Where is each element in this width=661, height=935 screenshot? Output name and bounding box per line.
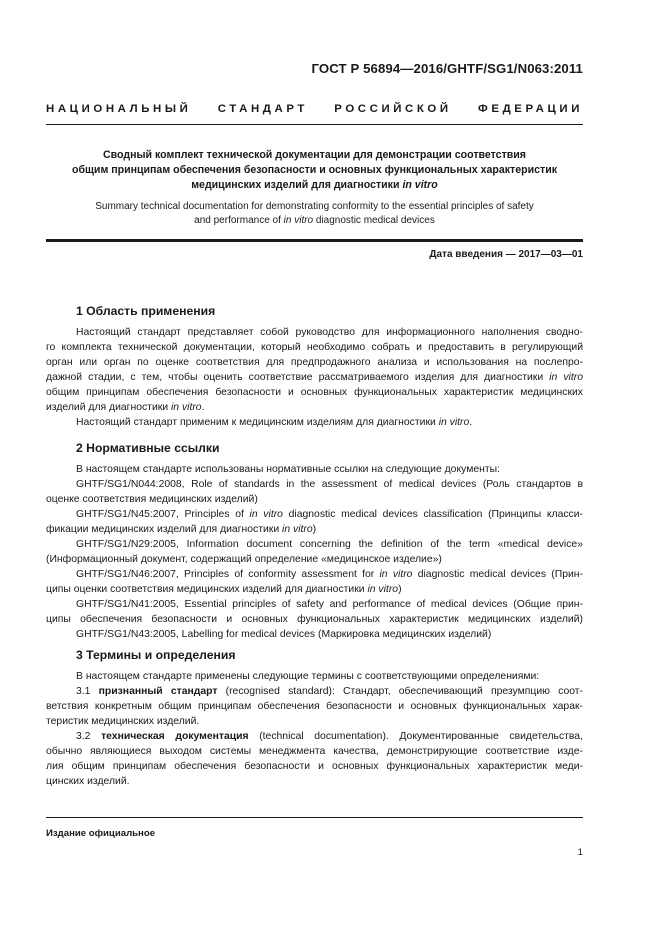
term-line [76,729,583,744]
reference-text: diagnostic medical devices (Прин- [412,569,583,580]
introduction-date: Дата введения — 2017—03—01 [429,249,583,260]
reference-text: GHTF/SG1/N46:2007, Principles of conformity assessment for [76,569,380,580]
reference-line: ципы обеспечения безопасности и основных функциональных характеристик медицинских изделий) [46,614,583,625]
title-ru-line-1: Сводный комплект технической документации для демонстрации соответствия [103,149,526,161]
reference-text: GHTF/SG1/N45:2007, Principles of [76,509,250,520]
section-1-line [46,370,583,385]
reference-line [46,522,583,537]
reference-line: GHTF/SG1/N43:2005, Labelling for medical devices (Маркировка медицинских изделий) [76,629,492,640]
section-1-line: орган или орган по оценке соответствия для предпродажного анализа и использования на послепро- [46,357,583,368]
section-3-heading: 3 Термины и определения [76,648,236,662]
reference-line: оценке соответствия медицинских изделий) [46,494,258,505]
section-2-line: В настоящем стандарте использованы нормативные ссылки на следующие документы: [76,464,500,475]
official-edition-note: Издание официальное [46,828,156,839]
term-line: теристик медицинских изделий. [46,716,200,727]
title-ru-line-3-text: медицинских изделий для диагностики [191,178,403,191]
section-1-italic: in vitro [170,402,202,413]
term-name: техническая документация [101,731,249,742]
section-1-line: го комплекта технической документации, который необходимо собрать и предоставить в регулирующий [46,342,583,353]
reference-line [76,507,583,522]
term-line: лия общим принципам обеспечения безопасности и основных функциональных характеристик меди- [46,761,583,772]
reference-text: ) [312,524,317,535]
term-line: ветствия конкретным общим принципам обеспечения безопасности и основных функциональных харак- [46,701,583,712]
thick-rule [46,239,583,242]
title-en-line-2-text-a: and performance of [194,215,284,226]
reference-line: GHTF/SG1/N41:2005, Essential principles of safety and performance of medical devices (Общие прин- [76,599,583,610]
title-ru-line-2: общим принципам обеспечения безопасности и основных функциональных характеристик [71,163,558,176]
reference-line: (Информационный документ, содержащий определение «медицинское изделие») [46,554,442,565]
section-3-line: В настоящем стандарте применены следующие термины с соответствующими определениями: [76,671,540,682]
term-line: цинских изделий. [46,776,130,787]
document-code: ГОСТ Р 56894—2016/GHTF/SG1/N063:2011 [311,61,583,76]
section-1-text: дажной стадии, с тем, чтобы оценить соответствие рассматриваемого изделия для диагностики [46,372,550,383]
reference-line [76,567,583,582]
reference-text: ) [398,584,402,595]
term-line [76,684,583,699]
section-1-text: . [469,417,473,428]
reference-line [46,582,583,597]
footer-rule [46,817,583,818]
top-rule [46,124,583,125]
term-text: (recognised standard): Стандарт, обеспечивающий презумпцию соот- [217,686,583,697]
national-standard-banner: НАЦИОНАЛЬНЫЙ СТАНДАРТ РОССИЙСКОЙ ФЕДЕРАЦИИ [46,103,583,115]
term-line: обычно являющиеся выходом системы менеджмента качества, демонстрирующие соответствие изде- [46,746,583,757]
page-number: 1 [577,847,583,858]
title-en-line-1: Summary technical documentation for demonstrating conformity to the essential principles of safety [95,201,534,212]
term-number: 3.1 [76,686,99,697]
term-text: (technical documentation). Документированные свидетельства, [248,731,583,742]
term-number: 3.2 [76,731,102,742]
reference-text: фикации медицинских изделий для диагностики [46,524,283,535]
term-name: признанный стандарт [98,686,218,697]
title-en-line-2-italic: in vitro [283,215,314,226]
title-ru-line-3-italic: in vitro [402,178,438,191]
title-en-line-2 [46,214,583,228]
reference-text: ципы оценки соответствия медицинских изделий для диагностики [46,584,368,595]
section-1-line: Настоящий стандарт представляет собой руководство для информационного наполнения сводно- [76,327,583,338]
title-ru-line-3 [46,178,583,193]
title-russian [46,148,583,192]
section-1-line [46,400,583,415]
section-1-text: изделий для диагностики [46,402,171,413]
reference-line: GHTF/SG1/N29:2005, Information document concerning the definition of the term «medical device» [76,539,583,550]
title-en-line-2-text-c: diagnostic medical devices [313,215,435,226]
section-1-text: . [201,402,205,413]
section-2-heading: 2 Нормативные ссылки [76,441,220,455]
reference-italic: in vitro [367,584,399,595]
section-1-heading: 1 Область применения [76,304,216,318]
section-1-italic: in vitro [438,417,470,428]
reference-italic: in vitro [282,524,313,535]
section-1-italic: in vitro [549,372,583,383]
reference-line: GHTF/SG1/N044:2008, Role of standards in the assessment of medical devices (Роль стандартов в [76,479,583,490]
title-english [46,200,583,228]
section-1-line: общим принципам обеспечения безопасности и основных функциональных характеристик медицинских [46,387,583,398]
reference-text: diagnostic medical devices classification (Принципы класси- [282,509,583,520]
reference-italic: in vitro [249,509,283,520]
section-1-text: Настоящий стандарт применим к медицинским изделиям для диагностики [76,417,439,428]
section-1-line [76,415,583,430]
reference-italic: in vitro [379,569,413,580]
